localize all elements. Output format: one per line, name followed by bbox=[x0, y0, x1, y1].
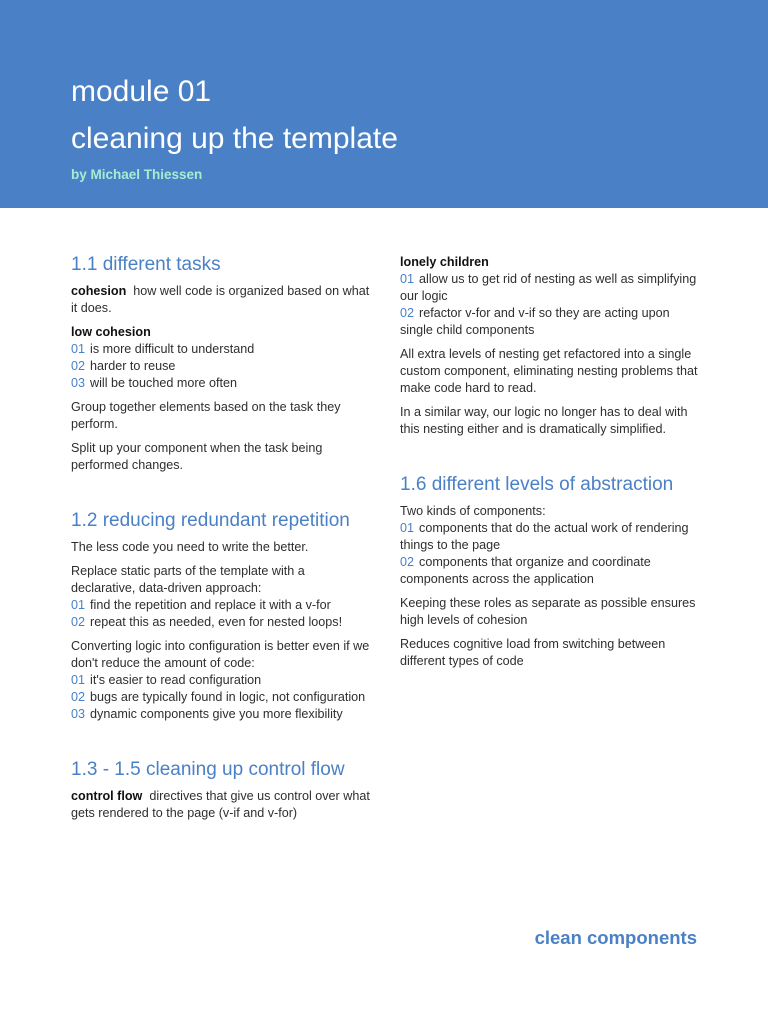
author-byline: by Michael Thiessen bbox=[71, 167, 203, 182]
list-item bbox=[71, 358, 371, 375]
list-item bbox=[71, 706, 371, 723]
list-number: 01 bbox=[71, 598, 86, 612]
list-item bbox=[71, 614, 371, 631]
paragraph: Group together elements based on the task they perform. bbox=[71, 400, 341, 431]
page-header bbox=[0, 0, 768, 208]
list-text: is more difficult to understand bbox=[90, 342, 255, 356]
list-intro: Replace static parts of the template with a declarative, data-driven approach: bbox=[71, 564, 305, 595]
section-heading: 1.2 reducing redundant repetition bbox=[71, 510, 350, 531]
list-number: 03 bbox=[71, 707, 86, 721]
list-text: will be touched more often bbox=[90, 376, 238, 390]
section-heading: 1.1 different tasks bbox=[71, 254, 221, 275]
section-heading: 1.3 - 1.5 cleaning up control flow bbox=[71, 759, 345, 780]
section-1-6 bbox=[400, 472, 700, 670]
section-1-2 bbox=[71, 508, 371, 723]
paragraph: Keeping these roles as separate as possible ensures high levels of cohesion bbox=[400, 596, 696, 627]
list-number: 02 bbox=[71, 359, 86, 373]
paragraph: In a similar way, our logic no longer has to deal with this nesting either and is dramatically simplified. bbox=[400, 405, 688, 436]
list-text: allow us to get rid of nesting as well as simplifying our logic bbox=[400, 272, 697, 303]
module-label: module 01 bbox=[71, 75, 212, 108]
list-number: 01 bbox=[71, 342, 86, 356]
numbered-list bbox=[400, 503, 700, 588]
paragraph: Reduces cognitive load from switching between different types of code bbox=[400, 637, 666, 668]
right-column bbox=[400, 254, 700, 704]
paragraph: The less code you need to write the better. bbox=[71, 540, 309, 554]
list-text: it's easier to read configuration bbox=[90, 673, 262, 687]
list-text: dynamic components give you more flexibility bbox=[90, 707, 343, 721]
section-1-1 bbox=[71, 252, 371, 474]
list-item bbox=[71, 689, 371, 706]
page-title bbox=[71, 68, 398, 162]
numbered-list bbox=[400, 254, 700, 339]
list-text: refactor v-for and v-if so they are acting upon single child components bbox=[400, 306, 670, 337]
left-column bbox=[71, 252, 371, 856]
list-number: 01 bbox=[400, 272, 415, 286]
list-text: find the repetition and replace it with a v-for bbox=[90, 598, 331, 612]
list-item bbox=[71, 375, 371, 392]
brand-footer: clean components bbox=[534, 927, 697, 948]
list-item bbox=[400, 520, 700, 554]
list-text: bugs are typically found in logic, not configuration bbox=[90, 690, 366, 704]
section-heading: 1.6 different levels of abstraction bbox=[400, 474, 674, 495]
list-number: 02 bbox=[400, 306, 415, 320]
list-text: repeat this as needed, even for nested loops! bbox=[90, 615, 343, 629]
definition bbox=[71, 788, 371, 822]
list-number: 02 bbox=[71, 690, 86, 704]
list-number: 01 bbox=[71, 673, 86, 687]
list-number: 02 bbox=[71, 615, 86, 629]
list-item bbox=[400, 305, 700, 339]
section-1-3 bbox=[71, 757, 371, 822]
list-text: harder to reuse bbox=[90, 359, 176, 373]
list-number: 01 bbox=[400, 521, 415, 535]
list-title: low cohesion bbox=[71, 325, 151, 339]
list-intro: Converting logic into configuration is better even if we don't reduce the amount of code: bbox=[71, 639, 370, 670]
list-item bbox=[71, 672, 371, 689]
module-subtitle: cleaning up the template bbox=[71, 122, 398, 155]
list-number: 02 bbox=[400, 555, 415, 569]
definition-text: directives that give us control over what gets rendered to the page (v-if and v-for) bbox=[71, 789, 370, 820]
definition bbox=[71, 283, 371, 317]
list-title: lonely children bbox=[400, 255, 489, 269]
definition-text: how well code is organized based on what it does. bbox=[71, 284, 370, 315]
list-item bbox=[71, 341, 371, 358]
definition-term: cohesion bbox=[71, 284, 127, 298]
list-number: 03 bbox=[71, 376, 86, 390]
section-lonely-children bbox=[400, 254, 700, 438]
list-item bbox=[400, 271, 700, 305]
paragraph: All extra levels of nesting get refactored into a single custom component, eliminating nesting problems that make code hard to read. bbox=[400, 347, 698, 395]
list-item bbox=[71, 597, 371, 614]
list-text: components that organize and coordinate components across the application bbox=[400, 555, 651, 586]
numbered-list bbox=[71, 563, 371, 631]
list-item bbox=[400, 554, 700, 588]
list-text: components that do the actual work of rendering things to the page bbox=[400, 521, 689, 552]
numbered-list bbox=[71, 638, 371, 723]
numbered-list bbox=[71, 324, 371, 392]
list-intro: Two kinds of components: bbox=[400, 504, 546, 518]
paragraph: Split up your component when the task being performed changes. bbox=[71, 441, 323, 472]
definition-term: control flow bbox=[71, 789, 143, 803]
